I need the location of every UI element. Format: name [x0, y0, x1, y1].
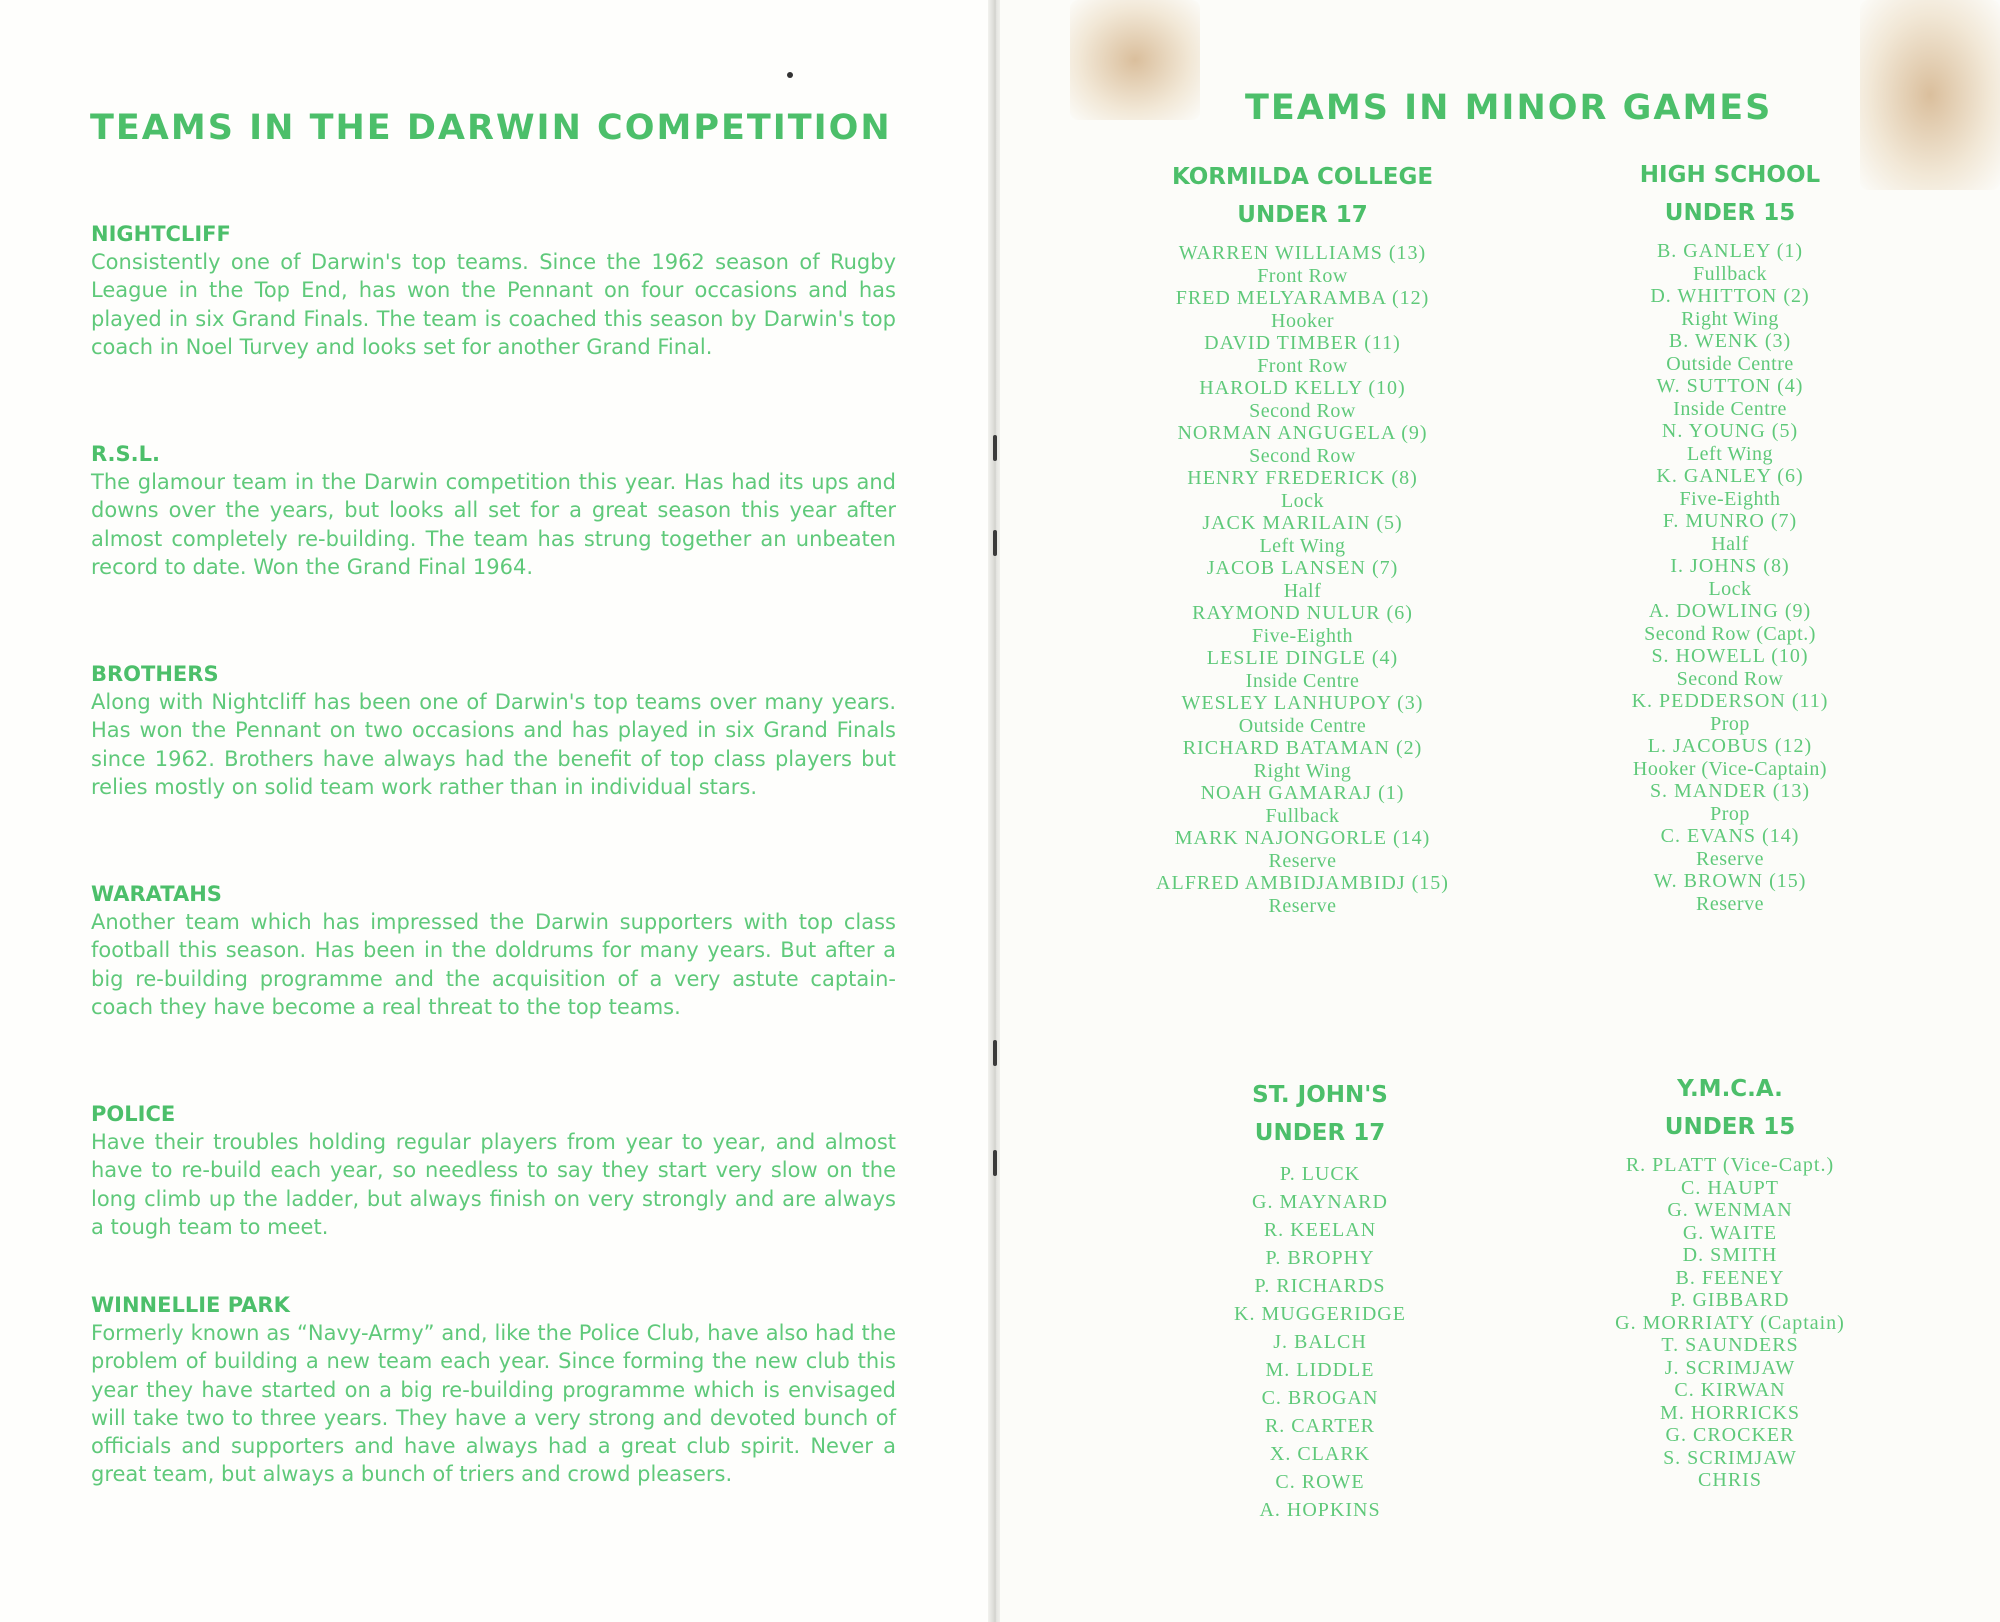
player-position: Fullback: [1693, 262, 1767, 285]
team-nightcliff: [91, 222, 896, 361]
staple: [993, 1040, 997, 1066]
player-position: Hooker: [1271, 309, 1334, 332]
player-name: P. RICHARDS: [1254, 1275, 1386, 1297]
player-name: S. SCRIMJAW: [1663, 1446, 1797, 1469]
player-position: Reserve: [1696, 847, 1764, 870]
staple: [993, 530, 997, 556]
player-name: A. HOPKINS: [1259, 1499, 1381, 1521]
roster-school-name: Y.M.C.A.: [1677, 1076, 1783, 1102]
team-rsl: [91, 442, 896, 581]
player-position: Front Row: [1257, 264, 1348, 287]
left-page-title: TEAMS IN THE DARWIN COMPETITION: [90, 108, 892, 148]
player-position: Five-Eighth: [1679, 487, 1781, 510]
player-position: Fullback: [1265, 804, 1340, 827]
player-name: M. HORRICKS: [1660, 1401, 1800, 1424]
team-description: Consistently one of Darwin's top teams. Since the 1962 season of Rugby League in the Top End, has won the Pennant on four occasions and has played in six Grand Finals. The team is coached this season by Darwin's top coach in Noel Turvey and looks set for another Grand Final.: [91, 250, 896, 359]
player-name: D. SMITH: [1682, 1244, 1778, 1266]
player-name: C. HAUPT: [1680, 1176, 1779, 1199]
player-name: P. GIBBARD: [1670, 1289, 1790, 1311]
player-name: W. SUTTON (4): [1656, 375, 1804, 397]
player-name: K. PEDDERSON (11): [1631, 690, 1829, 712]
player-position: Second Row: [1249, 444, 1356, 467]
player-name: L. JACOBUS (12): [1647, 735, 1813, 757]
player-position: Second Row (Capt.): [1644, 622, 1816, 645]
player-position: Outside Centre: [1238, 714, 1367, 737]
player-name: S. MANDER (13): [1649, 780, 1811, 802]
team-description: The glamour team in the Darwin competition this year. Has had its ups and downs over the years, but looks all set for a great season this year after almost completely re-building. The team has strung together an unbeaten record to date. Won the Grand Final 1964.: [91, 470, 896, 579]
player-name: MARK NAJONGORLE (14): [1174, 827, 1431, 849]
player-name: C. EVANS (14): [1660, 825, 1800, 847]
team-police: [91, 1102, 896, 1241]
team-winnellie-park: [91, 1293, 896, 1489]
player-name: NOAH GAMARAJ (1): [1200, 782, 1405, 804]
team-name: WARATAHS: [91, 882, 222, 906]
player-name: N. YOUNG (5): [1661, 420, 1799, 442]
player-name: X. CLARK: [1269, 1443, 1371, 1465]
roster-kormilda-college: [1110, 164, 1495, 917]
player-name: B. GANLEY (1): [1656, 240, 1804, 262]
player-name: DAVID TIMBER (11): [1204, 332, 1401, 354]
team-name: R.S.L.: [91, 442, 160, 466]
player-name: RAYMOND NULUR (6): [1192, 602, 1413, 624]
roster-player-list: [1570, 1154, 1890, 1492]
team-name: POLICE: [91, 1102, 176, 1126]
player-name: C. ROWE: [1275, 1471, 1365, 1493]
roster-player-list: [1110, 242, 1495, 917]
roster-age-group: UNDER 17: [1237, 202, 1368, 228]
player-name: K. GANLEY (6): [1656, 465, 1804, 487]
player-name: NORMAN ANGUGELA (9): [1177, 422, 1428, 444]
player-name: JACOB LANSEN (7): [1206, 557, 1399, 579]
player-name: S. HOWELL (10): [1651, 645, 1809, 667]
roster-ymca: [1570, 1076, 1890, 1492]
player-name: C. KIRWAN: [1674, 1379, 1786, 1401]
roster-school-name: ST. JOHN'S: [1252, 1082, 1388, 1108]
roster-player-list: [1570, 240, 1890, 915]
player-name: J. BALCH: [1273, 1331, 1367, 1353]
player-name: F. MUNRO (7): [1662, 510, 1798, 532]
roster-player-list: [1180, 1160, 1460, 1524]
player-position: Left Wing: [1259, 534, 1346, 557]
player-name: R. PLATT (Vice-Capt.): [1625, 1154, 1835, 1176]
player-name: J. SCRIMJAW: [1664, 1356, 1796, 1379]
staple: [993, 1150, 997, 1176]
player-name: JACK MARILAIN (5): [1202, 512, 1403, 534]
player-name: G. MORRIATY (Captain): [1615, 1311, 1845, 1334]
player-name: WESLEY LANHUPOY (3): [1181, 692, 1424, 714]
player-name: B. FEENEY: [1675, 1266, 1785, 1289]
team-name: BROTHERS: [91, 662, 219, 686]
player-name: HAROLD KELLY (10): [1199, 377, 1406, 399]
roster-school-name: KORMILDA COLLEGE: [1171, 164, 1434, 190]
player-position: Half: [1283, 579, 1322, 602]
team-description: Another team which has impressed the Darwin supporters with top class football this season. Has been in the doldrums for many years. But after a big re-building programme and the acquisition of a very astute captain-coach they have become a real threat to the top teams.: [91, 910, 896, 1019]
roster-age-group: UNDER 17: [1254, 1120, 1386, 1146]
roster-age-group: UNDER 15: [1664, 200, 1796, 226]
player-name: C. BROGAN: [1261, 1387, 1379, 1409]
player-position: Prop: [1710, 712, 1750, 735]
roster-age-group: UNDER 15: [1664, 1114, 1796, 1140]
player-name: P. BROPHY: [1265, 1247, 1375, 1269]
player-position: Outside Centre: [1666, 352, 1794, 375]
tape-stain: [1070, 0, 1200, 120]
team-waratahs: [91, 882, 896, 1021]
player-position: Second Row: [1249, 399, 1356, 422]
left-page: [0, 0, 990, 1622]
team-description: Formerly known as “Navy-Army” and, like the Police Club, have also had the problem of building a new team each year. Since forming the new club this year they have started on a big re-building programme which is envisaged will take two to three years. They have a very strong and devoted bunch of officials and supporters and have always had a great club spirit. Never a great team, but always a bunch of triers and crowd pleasers.: [91, 1321, 896, 1487]
player-name: A. DOWLING (9): [1648, 600, 1812, 622]
player-position: Hooker (Vice-Captain): [1632, 757, 1828, 780]
player-name: G. WENMAN: [1667, 1199, 1793, 1221]
player-name: CHRIS: [1698, 1469, 1762, 1491]
player-position: Second Row: [1676, 667, 1784, 690]
player-name: T. SAUNDERS: [1661, 1334, 1799, 1356]
player-position: Inside Centre: [1673, 397, 1787, 420]
roster-st-johns: [1180, 1082, 1460, 1524]
player-name: I. JOHNS (8): [1670, 555, 1790, 577]
player-name: G. WAITE: [1682, 1221, 1778, 1244]
player-name: G. MAYNARD: [1252, 1191, 1388, 1213]
player-name: ALFRED AMBIDJAMBIDJ (15): [1156, 872, 1449, 894]
player-name: FRED MELYARAMBA (12): [1175, 287, 1430, 309]
staple: [993, 435, 997, 461]
player-position: Lock: [1280, 489, 1325, 512]
roster-school-name: HIGH SCHOOL: [1639, 162, 1821, 188]
player-position: Left Wing: [1686, 442, 1774, 465]
team-brothers: [91, 662, 896, 801]
player-position: Right Wing: [1681, 307, 1779, 330]
player-name: R. CARTER: [1264, 1415, 1376, 1437]
player-name: G. CROCKER: [1665, 1424, 1795, 1446]
team-name: NIGHTCLIFF: [91, 222, 231, 246]
player-name: WARREN WILLIAMS (13): [1178, 242, 1427, 264]
player-name: B. WENK (3): [1668, 330, 1792, 352]
player-name: M. LIDDLE: [1265, 1359, 1375, 1381]
player-position: Prop: [1710, 802, 1750, 825]
player-position: Lock: [1708, 577, 1752, 600]
player-position: Right Wing: [1253, 759, 1352, 782]
team-description: Have their troubles holding regular players from year to year, and almost have to re-build each year, so needless to say they start very slow on the long climb up the ladder, but always finish on very strongly and are always a tough team to meet.: [91, 1130, 896, 1239]
player-name: HENRY FREDERICK (8): [1187, 467, 1418, 489]
player-position: Half: [1711, 532, 1749, 555]
team-description: Along with Nightcliff has been one of Darwin's top teams over many years. Has won the Pennant on two occasions and has played in six Grand Finals since 1962. Brothers have always had the benefit of top class players but relies mostly on solid team work rather than in individual stars.: [91, 690, 896, 799]
player-name: W. BROWN (15): [1653, 870, 1807, 892]
ink-dot: [787, 72, 793, 78]
right-page-title: TEAMS IN MINOR GAMES: [1245, 88, 1773, 128]
player-position: Inside Centre: [1245, 669, 1360, 692]
player-name: P. LUCK: [1279, 1163, 1361, 1185]
player-position: Front Row: [1257, 354, 1348, 377]
player-name: LESLIE DINGLE (4): [1206, 647, 1399, 669]
player-position: Reserve: [1268, 849, 1337, 872]
player-position: Reserve: [1268, 894, 1337, 917]
player-position: Reserve: [1696, 892, 1764, 915]
team-name: WINNELLIE PARK: [91, 1293, 290, 1317]
player-name: RICHARD BATAMAN (2): [1182, 737, 1423, 759]
player-position: Five-Eighth: [1251, 624, 1354, 647]
player-name: D. WHITTON (2): [1650, 285, 1810, 307]
player-name: R. KEELAN: [1263, 1219, 1377, 1241]
player-name: K. MUGGERIDGE: [1234, 1303, 1406, 1325]
roster-high-school: [1570, 162, 1890, 915]
